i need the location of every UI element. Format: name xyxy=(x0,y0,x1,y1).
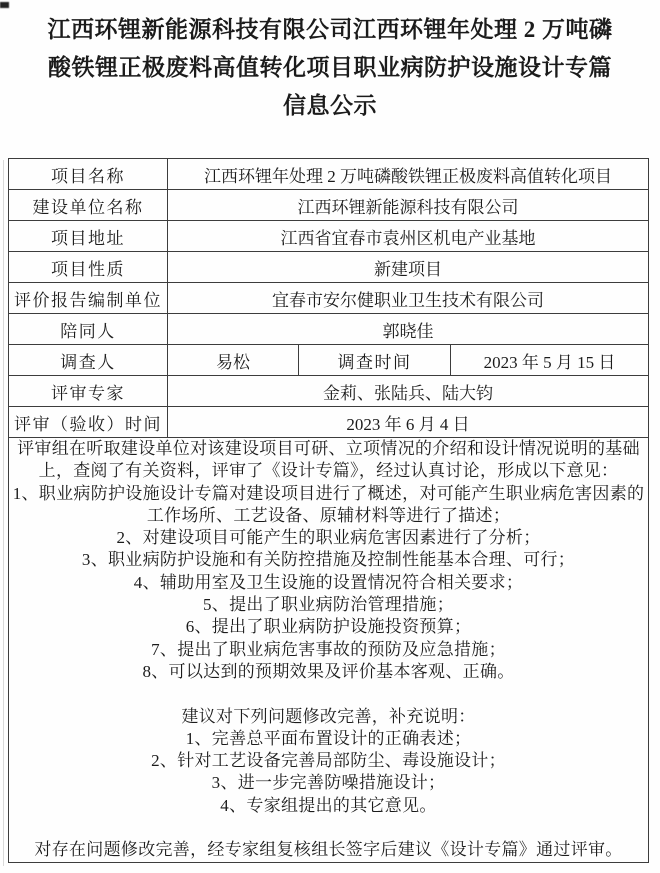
page-title-line: 信息公示 xyxy=(283,93,377,118)
label-review-experts: 评审专家 xyxy=(9,376,168,407)
table-row-opinion xyxy=(9,438,649,863)
page-title xyxy=(0,0,660,125)
opinion-line: 3、进一步完善防噪措施设计； xyxy=(211,773,446,793)
opinion-text xyxy=(9,438,649,863)
value-project-nature: 新建项目 xyxy=(168,252,649,283)
opinion-line: 6、提出了职业病防护设施投资预算； xyxy=(185,617,472,637)
table-row xyxy=(9,221,649,252)
table-row xyxy=(9,314,649,345)
table-row xyxy=(9,252,649,283)
table-row xyxy=(9,283,649,314)
opinion-line: 1、职业病防护设施设计专篇对建设项目进行了概述，对可能产生职业病危害因素的 xyxy=(12,483,645,503)
opinion-line: 对存在问题修改完善，经专家组复核组长签字后建议《设计专篇》通过评审。 xyxy=(34,840,623,860)
scan-edge-line xyxy=(3,160,4,866)
opinion-line: 7、提出了职业病危害事故的预防及应急措施； xyxy=(151,639,506,659)
page-title-line: 酸铁锂正极废料高值转化项目职业病防护设施设计专篇 xyxy=(48,55,612,80)
opinion-line: 1、完善总平面布置设计的正确表述； xyxy=(185,728,472,748)
table-row xyxy=(9,159,649,190)
opinion-line xyxy=(9,817,648,839)
label-report-compiler: 评价报告编制单位 xyxy=(9,283,168,314)
table-row xyxy=(9,376,649,407)
project-info-table xyxy=(8,158,649,863)
table-row xyxy=(9,345,649,376)
value-accompanying-person: 郭晓佳 xyxy=(168,314,649,345)
value-review-experts: 金莉、张陆兵、陆大钧 xyxy=(168,376,649,407)
opinion-line: 2、针对工艺设备完善局部防尘、毒设施设计； xyxy=(151,751,506,771)
value-report-compiler: 宜春市安尔健职业卫生技术有限公司 xyxy=(168,283,649,314)
opinion-line: 2、对建设项目可能产生的职业病危害因素进行了分析； xyxy=(116,528,541,548)
label-project-name: 项目名称 xyxy=(9,159,168,190)
label-construction-unit: 建设单位名称 xyxy=(9,190,168,221)
opinion-line: 建议对下列问题修改完善，补充说明： xyxy=(181,706,476,726)
value-project-address: 江西省宜春市袁州区机电产业基地 xyxy=(168,221,649,252)
opinion-line: 工作场所、工艺设备、原辅材料等进行了描述； xyxy=(146,505,511,525)
table-row xyxy=(9,190,649,221)
scan-artifact-mark xyxy=(0,2,9,8)
opinion-line: 3、职业病防护设施和有关防控措施及控制性能基本合理、可行； xyxy=(81,550,576,570)
opinion-line: 5、提出了职业病防治管理措施； xyxy=(203,595,454,615)
value-investigation-time: 2023 年 5 月 15 日 xyxy=(451,345,649,376)
value-review-time: 2023 年 6 月 4 日 xyxy=(168,407,649,438)
opinion-line: 4、专家组提出的其它意见。 xyxy=(220,795,437,815)
page-title-line: 江西环锂新能源科技有限公司江西环锂年处理 2 万吨磷 xyxy=(47,17,613,42)
value-project-name: 江西环锂年处理 2 万吨磷酸铁锂正极废料高值转化项目 xyxy=(168,159,649,190)
label-review-time: 评审（验收）时间 xyxy=(9,407,168,438)
opinion-line: 8、可以达到的预期效果及评价基本客观、正确。 xyxy=(142,661,515,681)
label-project-nature: 项目性质 xyxy=(9,252,168,283)
label-investigation-time: 调查时间 xyxy=(299,345,451,376)
label-accompanying-person: 陪同人 xyxy=(9,314,168,345)
opinion-line: 4、辅助用室及卫生设施的设置情况符合相关要求； xyxy=(133,572,524,592)
label-project-address: 项目地址 xyxy=(9,221,168,252)
opinion-line: 评审组在听取建设单位对该建设项目可研、立项情况的介绍和设计情况说明的基础 xyxy=(17,439,640,458)
label-investigator: 调查人 xyxy=(9,345,168,376)
opinion-line: 上，查阅了有关资料，评审了《设计专篇》，经过认真讨论，形成以下意见： xyxy=(38,461,619,481)
value-construction-unit: 江西环锂新能源科技有限公司 xyxy=(168,190,649,221)
value-investigator: 易松 xyxy=(168,345,299,376)
table-row xyxy=(9,407,649,438)
opinion-line xyxy=(9,683,648,705)
